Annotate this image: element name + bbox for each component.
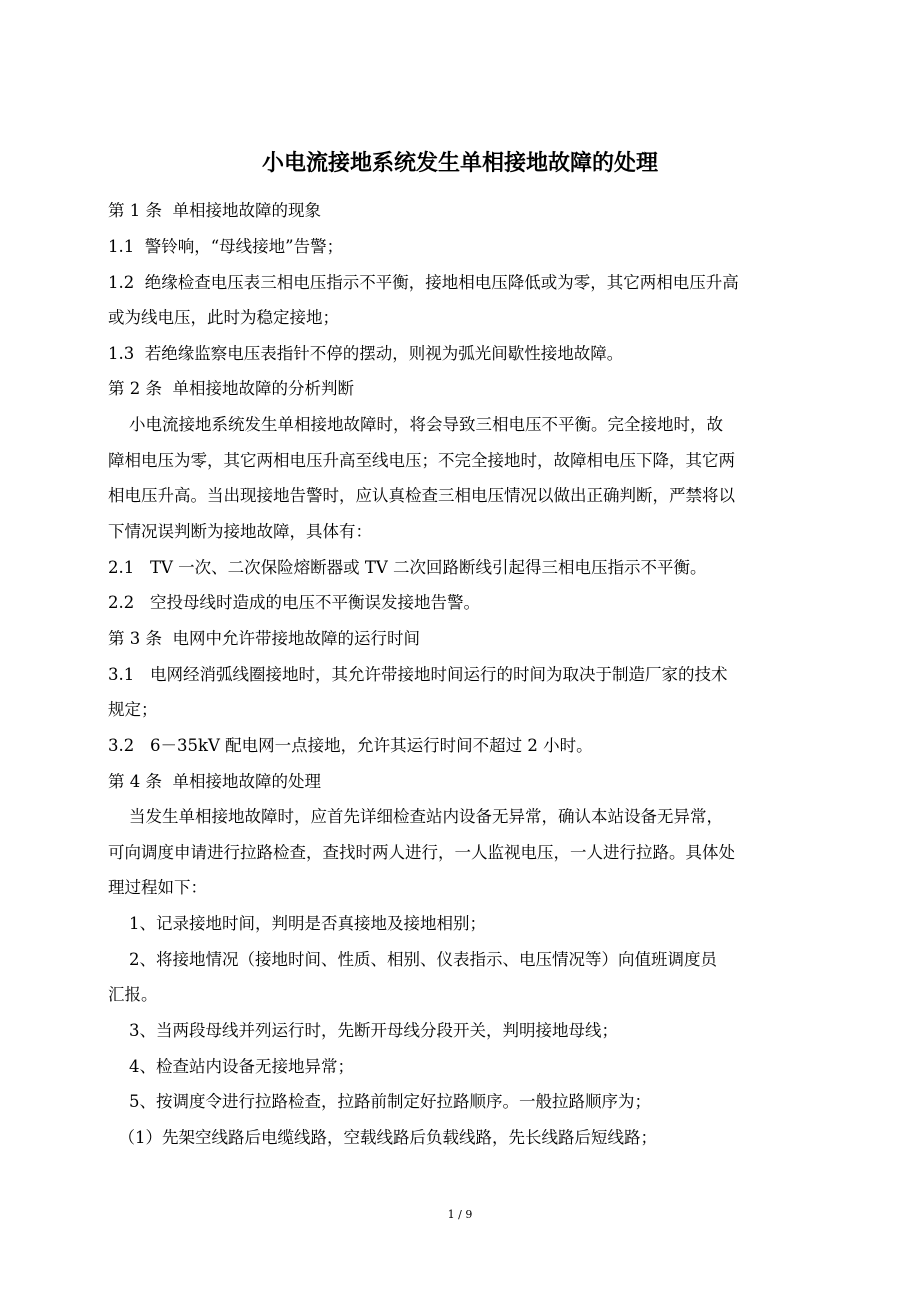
section-4-paragraph-line-2: 可向调度申请进行拉路检查，查找时两人进行，一人监视电压，一人进行拉路。具体处 (108, 843, 735, 862)
step-4: 4、检查站内设备无接地异常； (108, 1057, 354, 1076)
item-2-2: 2.2 空投母线时造成的电压不平衡误发接地告警。 (108, 593, 480, 612)
section-4-paragraph-line-1: 当发生单相接地故障时，应首先详细检查站内设备无异常，确认本站设备无异常， (108, 807, 723, 826)
step-5-sub-1: （1）先架空线路后电缆线路，空载线路后负载线路，先长线路后短线路； (108, 1128, 657, 1147)
step-5: 5、按调度令进行拉路检查，拉路前制定好拉路顺序。一般拉路顺序为； (108, 1092, 651, 1111)
item-3-1-line-1: 3.1 电网经消弧线圈接地时，其允许带接地时间运行的时间为取决于制造厂家的技术 (108, 665, 728, 684)
section-4-heading: 第 4 条 单相接地故障的处理 (108, 772, 321, 791)
section-4-paragraph-line-3: 理过程如下： (108, 878, 207, 897)
document-title: 小电流接地系统发生单相接地故障的处理 (261, 150, 658, 176)
item-3-1-line-2: 规定； (108, 700, 158, 719)
item-1-2-line-1: 1.2 绝缘检查电压表三相电压指示不平衡，接地相电压降低或为零，其它两相电压升高 (108, 273, 739, 292)
step-1: 1、记录接地时间，判明是否真接地及接地相别； (108, 914, 486, 933)
section-2-paragraph-line-3: 相电压升高。当出现接地告警时，应认真检查三相电压情况以做出正确判断，严禁将以 (108, 486, 735, 505)
item-1-1: 1.1 警铃响，“母线接地”告警； (108, 237, 344, 256)
item-1-2-line-2: 或为线电压，此时为稳定接地； (108, 308, 339, 327)
section-1-heading: 第 1 条 单相接地故障的现象 (108, 201, 321, 220)
step-2-line-2: 汇报。 (108, 985, 158, 1004)
step-2-line-1: 2、将接地情况（接地时间、性质、相别、仪表指示、电压情况等）向值班调度员 (108, 950, 717, 969)
section-2-paragraph-line-4: 下情况误判断为接地故障，具体有： (108, 522, 372, 541)
section-2-paragraph-line-1: 小电流接地系统发生单相接地故障时，将会导致三相电压不平衡。完全接地时，故 (108, 415, 723, 434)
section-2-paragraph-line-2: 障相电压为零，其它两相电压升高至线电压；不完全接地时，故障相电压下降，其它两 (108, 451, 735, 470)
section-2-heading: 第 2 条 单相接地故障的分析判断 (108, 379, 354, 398)
item-2-1: 2.1 TV 一次、二次保险熔断器或 TV 二次回路断线引起得三相电压指示不平衡。 (108, 558, 707, 577)
section-3-heading: 第 3 条 电网中允许带接地故障的运行时间 (108, 629, 420, 648)
step-3: 3、当两段母线并列运行时，先断开母线分段开关，判明接地母线； (108, 1021, 618, 1040)
page-number: 1 / 9 (447, 1208, 473, 1221)
item-1-3: 1.3 若绝缘监察电压表指针不停的摆动，则视为弧光间歇性接地故障。 (108, 344, 624, 363)
item-3-2: 3.2 6－35kV 配电网一点接地，允许其运行时间不超过 2 小时。 (108, 736, 593, 755)
